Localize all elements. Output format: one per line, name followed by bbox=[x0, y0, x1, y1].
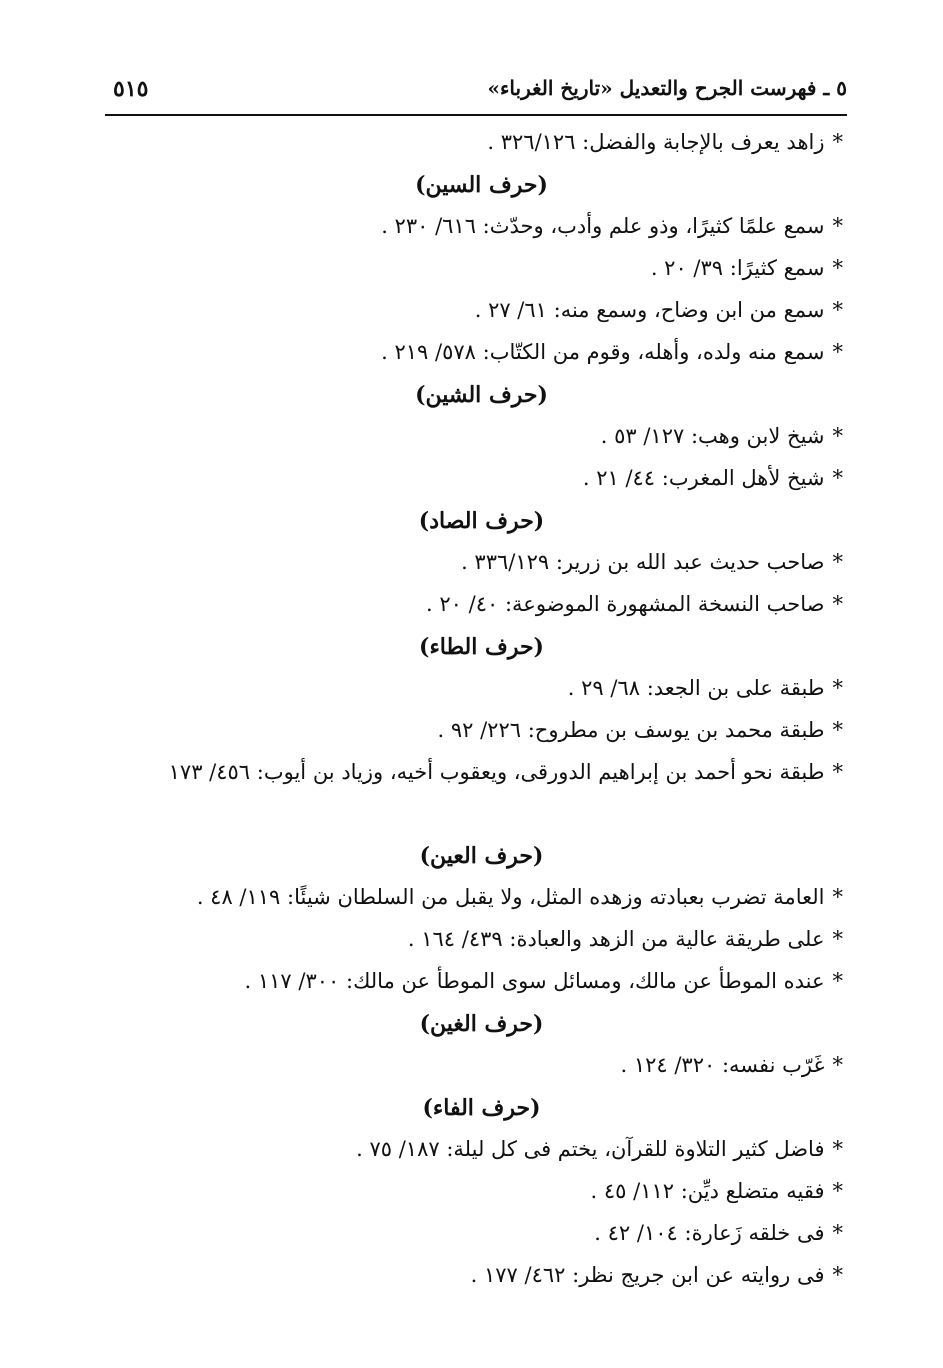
section-heading: (حرف الشين) bbox=[415, 382, 548, 408]
index-entry bbox=[83, 760, 843, 784]
index-entry bbox=[83, 298, 843, 322]
entry-text: سمع كثيرًا: ٣٩/ ٢٠ . bbox=[650, 256, 825, 280]
index-entry bbox=[83, 550, 843, 574]
entry-text: سمع منه ولده، وأهله، وقوم من الكتّاب: ٥٧٨/ ٢١٩ . bbox=[381, 340, 825, 364]
bullet-star: * bbox=[832, 760, 843, 784]
entry-text: طبقة على بن الجعد: ٦٨/ ٢٩ . bbox=[567, 676, 825, 700]
entry-text: زاهد يعرف بالإجابة والفضل: ٣٢٦/١٢٦ . bbox=[487, 130, 825, 154]
entry-text: فى خلقه زَعارة: ١٠٤/ ٤٢ . bbox=[594, 1221, 825, 1245]
bullet-star: * bbox=[832, 130, 843, 154]
index-entry bbox=[83, 466, 843, 490]
entry-text: العامة تضرب بعبادته وزهده المثل، ولا يقبل من السلطان شيئًا: ١١٩/ ٤٨ . bbox=[196, 885, 825, 909]
index-entry bbox=[83, 130, 843, 154]
index-entry bbox=[83, 1053, 843, 1077]
index-entry bbox=[83, 214, 843, 238]
index-entry bbox=[83, 885, 843, 909]
index-entry bbox=[83, 592, 843, 616]
bullet-star: * bbox=[832, 718, 843, 742]
bullet-star: * bbox=[832, 340, 843, 364]
bullet-star: * bbox=[832, 424, 843, 448]
bullet-star: * bbox=[832, 1263, 843, 1287]
bullet-star: * bbox=[832, 1221, 843, 1245]
page-number: ٥١٥ bbox=[113, 76, 149, 102]
entry-text: عنده الموطأ عن مالك، ومسائل سوى الموطأ عن مالك: ٣٠٠/ ١١٧ . bbox=[244, 969, 825, 993]
entry-text: سمع علمًا كثيرًا، وذو علم وأدب، وحدّث: ٦١٦/ ٢٣٠ . bbox=[381, 214, 825, 238]
section-heading: (حرف الصاد) bbox=[418, 508, 545, 534]
bullet-star: * bbox=[832, 592, 843, 616]
entry-text: فى روايته عن ابن جريج نظر: ٤٦٢/ ١٧٧ . bbox=[470, 1263, 825, 1287]
bullet-star: * bbox=[832, 298, 843, 322]
entry-text: غَرّب نفسه: ٣٢٠/ ١٢٤ . bbox=[620, 1053, 825, 1077]
bullet-star: * bbox=[832, 1179, 843, 1203]
index-entry bbox=[83, 424, 843, 448]
running-title: ٥ ـ فهرست الجرح والتعديل «تاريخ الغرباء» bbox=[487, 76, 847, 100]
index-entry bbox=[83, 927, 843, 951]
entry-text: طبقة نحو أحمد بن إبراهيم الدورقى، ويعقوب أخيه، وزياد بن أيوب: ٤٥٦/ ١٧٣ bbox=[168, 760, 825, 784]
section-heading: (حرف العين) bbox=[419, 843, 544, 869]
index-entry bbox=[83, 1263, 843, 1287]
entry-text: شيخ لأهل المغرب: ٤٤/ ٢١ . bbox=[582, 466, 825, 490]
index-entry bbox=[83, 718, 843, 742]
index-entry bbox=[83, 256, 843, 280]
entry-text: فاضل كثير التلاوة للقرآن، يختم فى كل ليلة: ١٨٧/ ٧٥ . bbox=[356, 1137, 825, 1161]
entry-text: صاحب حديث عبد الله بن زرير: ٣٣٦/١٢٩ . bbox=[461, 550, 825, 574]
bullet-star: * bbox=[832, 885, 843, 909]
bullet-star: * bbox=[832, 466, 843, 490]
bullet-star: * bbox=[832, 1053, 843, 1077]
bullet-star: * bbox=[832, 1137, 843, 1161]
entry-text: على طريقة عالية من الزهد والعبادة: ٤٣٩/ ١٦٤ . bbox=[407, 927, 825, 951]
entry-text: شيخ لابن وهب: ١٢٧/ ٥٣ . bbox=[600, 424, 825, 448]
entry-text: سمع من ابن وضاح، وسمع منه: ٦١/ ٢٧ . bbox=[474, 298, 825, 322]
bullet-star: * bbox=[832, 676, 843, 700]
entry-text: فقيه متضلع ديِّن: ١١٢/ ٤٥ . bbox=[590, 1179, 825, 1203]
bullet-star: * bbox=[832, 256, 843, 280]
bullet-star: * bbox=[832, 969, 843, 993]
entry-text: طبقة محمد بن يوسف بن مطروح: ٢٢٦/ ٩٢ . bbox=[437, 718, 825, 742]
section-heading: (حرف الطاء) bbox=[419, 634, 544, 660]
entry-text: صاحب النسخة المشهورة الموضوعة: ٤٠/ ٢٠ . bbox=[426, 592, 825, 616]
index-entry bbox=[83, 1137, 843, 1161]
index-entry bbox=[83, 1221, 843, 1245]
index-entry bbox=[83, 676, 843, 700]
index-entry bbox=[83, 340, 843, 364]
section-heading: (حرف السين) bbox=[415, 172, 548, 198]
index-entry bbox=[83, 1179, 843, 1203]
bullet-star: * bbox=[832, 214, 843, 238]
index-entry bbox=[83, 969, 843, 993]
section-heading: (حرف الفاء) bbox=[422, 1095, 541, 1121]
bullet-star: * bbox=[832, 550, 843, 574]
bullet-star: * bbox=[832, 927, 843, 951]
section-heading: (حرف الغين) bbox=[419, 1011, 544, 1037]
